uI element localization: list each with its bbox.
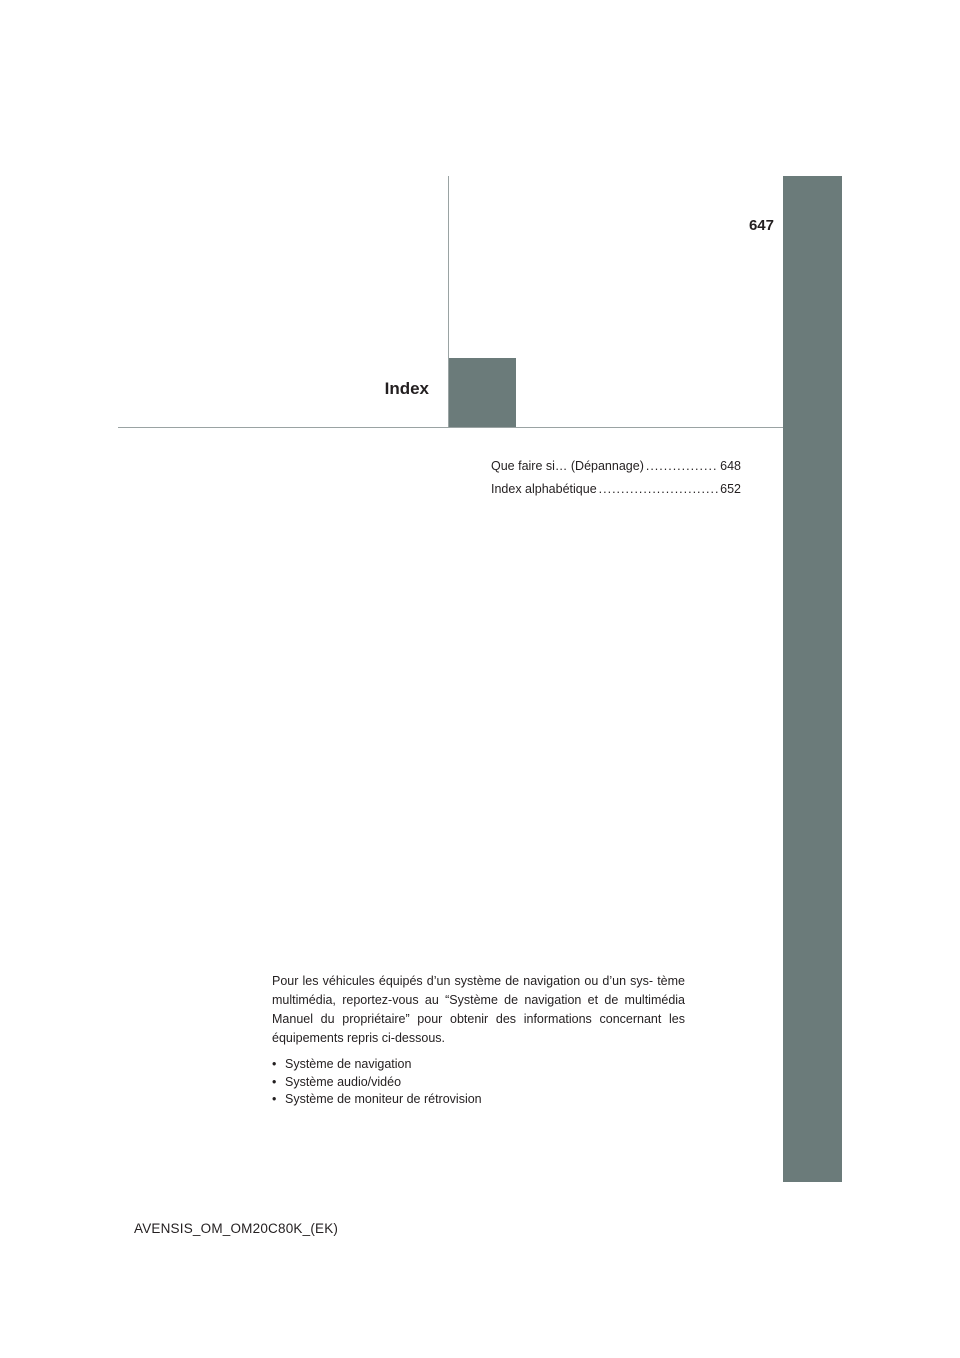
chapter-sidebar-tab bbox=[783, 176, 842, 1182]
toc-leader-dots bbox=[599, 482, 718, 496]
toc-entry-troubleshooting[interactable] bbox=[491, 459, 741, 482]
horizontal-rule bbox=[118, 427, 783, 428]
list-item: • Système de navigation bbox=[272, 1056, 685, 1074]
document-code: AVENSIS_OM_OM20C80K_(EK) bbox=[134, 1221, 339, 1236]
list-item: • Système audio/vidéo bbox=[272, 1074, 685, 1092]
note-bullet-list bbox=[272, 1056, 685, 1109]
toc-entry-page: 648 bbox=[720, 459, 741, 473]
toc-entry-alphabetical-index[interactable] bbox=[491, 482, 741, 505]
section-marker-block bbox=[449, 358, 516, 427]
section-title: Index bbox=[384, 379, 429, 398]
table-of-contents bbox=[491, 459, 741, 505]
toc-leader-dots bbox=[646, 459, 718, 473]
navigation-system-note bbox=[272, 972, 685, 1109]
page-number: 647 bbox=[748, 217, 774, 234]
toc-entry-label: Index alphabétique bbox=[491, 482, 597, 496]
toc-entry-label: Que faire si… (Dépannage) bbox=[491, 459, 644, 473]
note-paragraph: Pour les véhicules équipés d’un système de navigation ou d’un sys- tème multimédia, reportez-vous au “Système de navigation et de multimédia Manuel du propriétaire” pour obtenir des informations concernant les équipements repris ci-dessous. bbox=[272, 974, 685, 1045]
list-item: • Système de moniteur de rétrovision bbox=[272, 1091, 685, 1109]
toc-entry-page: 652 bbox=[720, 482, 741, 496]
